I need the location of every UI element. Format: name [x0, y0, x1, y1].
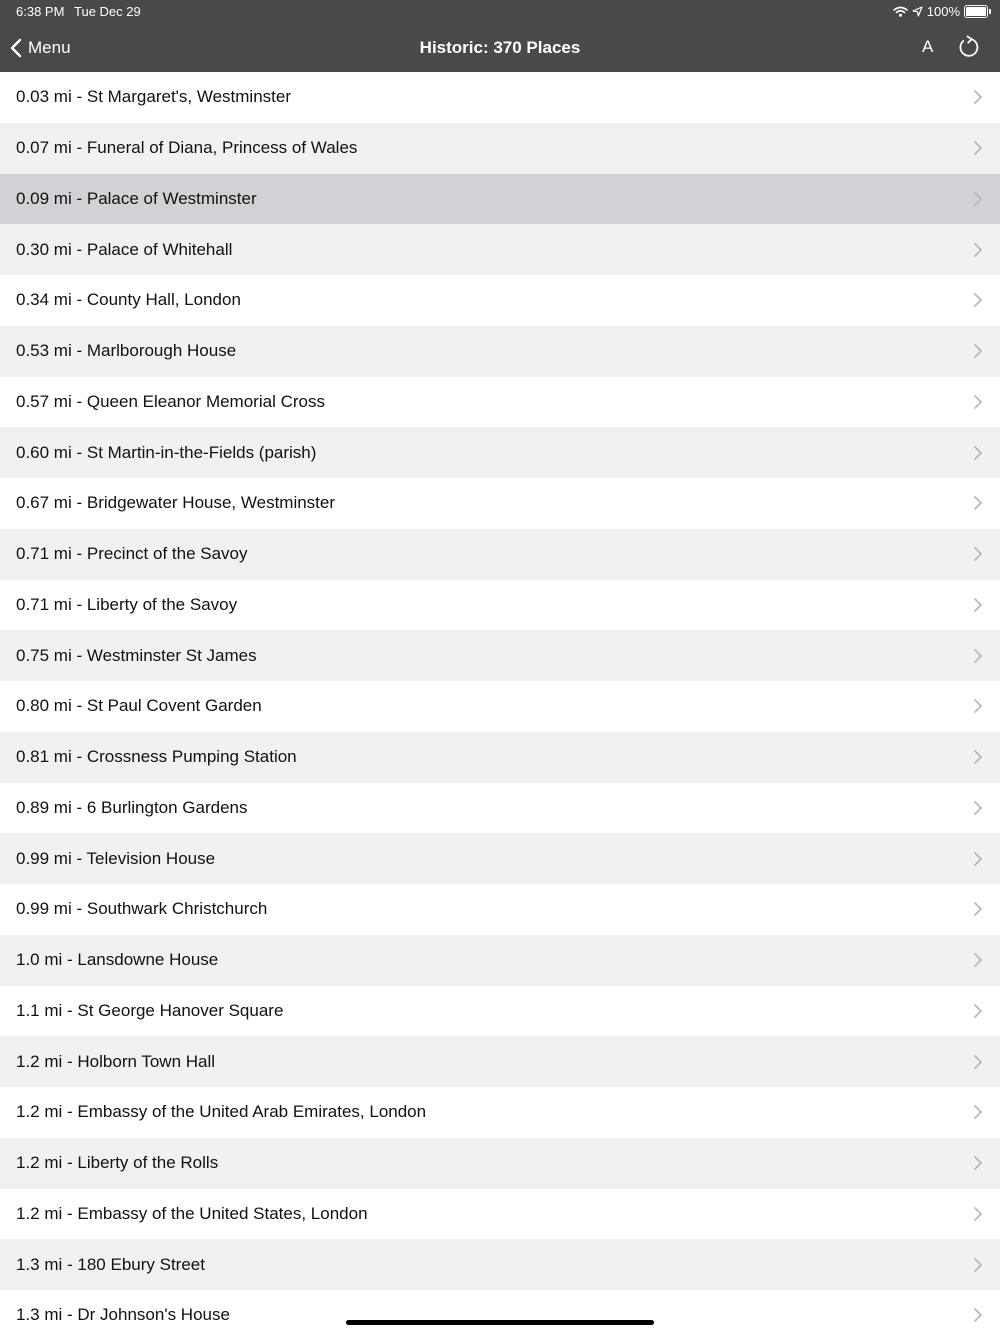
list-item[interactable]	[0, 123, 1000, 174]
list-item[interactable]	[0, 580, 1000, 631]
chevron-right-icon	[972, 1257, 984, 1273]
chevron-right-icon	[972, 495, 984, 511]
list-item[interactable]	[0, 732, 1000, 783]
battery-icon	[964, 5, 988, 18]
list-item[interactable]	[0, 630, 1000, 681]
chevron-right-icon	[972, 952, 984, 968]
list-item[interactable]	[0, 275, 1000, 326]
page-title: Historic: 370 Places	[419, 38, 581, 57]
list-item-label: 0.89 mi - 6 Burlington Gardens	[16, 797, 248, 817]
list-item[interactable]	[0, 72, 1000, 123]
list-item-label: 0.57 mi - Queen Eleanor Memorial Cross	[16, 391, 325, 411]
chevron-right-icon	[972, 1003, 984, 1019]
list-item[interactable]	[0, 1087, 1000, 1138]
list-item[interactable]	[0, 1138, 1000, 1189]
list-item[interactable]	[0, 1036, 1000, 1087]
list-item[interactable]	[0, 326, 1000, 377]
location-arrow-icon	[912, 6, 923, 17]
chevron-right-icon	[972, 597, 984, 613]
list-item[interactable]	[0, 1239, 1000, 1290]
chevron-right-icon	[972, 191, 984, 207]
list-item-label: 1.2 mi - Embassy of the United States, London	[16, 1203, 368, 1223]
list-item-label: 0.81 mi - Crossness Pumping Station	[16, 747, 297, 767]
list-item[interactable]	[0, 833, 1000, 884]
battery-percentage: 100%	[926, 4, 960, 19]
list-item[interactable]	[0, 783, 1000, 834]
home-indicator[interactable]	[346, 1320, 654, 1325]
chevron-right-icon	[972, 1155, 984, 1171]
chevron-right-icon	[972, 242, 984, 258]
chevron-right-icon	[972, 546, 984, 562]
status-date: Tue Dec 29	[74, 4, 141, 19]
chevron-right-icon	[972, 343, 984, 359]
chevron-right-icon	[972, 89, 984, 105]
list-item[interactable]	[0, 681, 1000, 732]
chevron-right-icon	[972, 1206, 984, 1222]
list-item[interactable]	[0, 1290, 1000, 1341]
chevron-right-icon	[972, 292, 984, 308]
list-item[interactable]	[0, 377, 1000, 428]
list-item-label: 1.2 mi - Liberty of the Rolls	[16, 1153, 219, 1173]
list-item-label: 1.1 mi - St George Hanover Square	[16, 1000, 284, 1020]
chevron-right-icon	[972, 140, 984, 156]
list-item-label: 0.03 mi - St Margaret's, Westminster	[16, 87, 292, 107]
list-item[interactable]	[0, 174, 1000, 225]
list-item-label: 1.3 mi - Dr Johnson's House	[16, 1305, 230, 1325]
back-button-label: Menu	[28, 38, 71, 57]
list-item[interactable]	[0, 529, 1000, 580]
list-item-label: 0.75 mi - Westminster St James	[16, 645, 257, 665]
list-item[interactable]	[0, 478, 1000, 529]
list-item[interactable]	[0, 224, 1000, 275]
chevron-right-icon	[972, 445, 984, 461]
list-item-label: 0.53 mi - Marlborough House	[16, 341, 237, 361]
chevron-right-icon	[972, 1307, 984, 1323]
chevron-right-icon	[972, 698, 984, 714]
chevron-right-icon	[972, 851, 984, 867]
list-item-label: 0.99 mi - Southwark Christchurch	[16, 899, 268, 919]
places-list	[0, 72, 1000, 1341]
list-item-label: 0.99 mi - Television House	[16, 848, 216, 868]
chevron-right-icon	[972, 800, 984, 816]
list-item-label: 1.3 mi - 180 Ebury Street	[16, 1254, 205, 1274]
list-item-label: 0.34 mi - County Hall, London	[16, 290, 241, 310]
status-time: 6:38 PM	[16, 4, 65, 19]
list-item-label: 1.2 mi - Embassy of the United Arab Emirates, London	[16, 1102, 427, 1122]
list-item-label: 0.71 mi - Liberty of the Savoy	[16, 594, 238, 614]
chevron-right-icon	[972, 1104, 984, 1120]
chevron-right-icon	[972, 648, 984, 664]
list-item-label: 1.2 mi - Holborn Town Hall	[16, 1051, 216, 1071]
font-size-button[interactable]: A	[922, 37, 934, 56]
chevron-right-icon	[972, 394, 984, 410]
chevron-right-icon	[972, 1054, 984, 1070]
list-item-label: 0.67 mi - Bridgewater House, Westminster	[16, 493, 336, 513]
chevron-right-icon	[972, 901, 984, 917]
list-item[interactable]	[0, 1189, 1000, 1240]
list-item-label: 0.60 mi - St Martin-in-the-Fields (parish)	[16, 442, 317, 462]
refresh-button[interactable]	[957, 35, 981, 59]
navigation-header	[0, 0, 1000, 72]
list-item-label: 0.09 mi - Palace of Westminster	[16, 188, 257, 208]
list-item-label: 0.80 mi - St Paul Covent Garden	[16, 696, 262, 716]
list-item-label: 0.71 mi - Precinct of the Savoy	[16, 544, 248, 564]
refresh-icon	[957, 35, 981, 59]
list-item-label: 0.07 mi - Funeral of Diana, Princess of Wales	[16, 138, 358, 158]
status-indicators	[893, 4, 988, 19]
wifi-icon	[893, 6, 908, 17]
list-item[interactable]	[0, 427, 1000, 478]
list-item-label: 0.30 mi - Palace of Whitehall	[16, 239, 233, 259]
list-item[interactable]	[0, 935, 1000, 986]
list-item-label: 1.0 mi - Lansdowne House	[16, 950, 219, 970]
chevron-right-icon	[972, 749, 984, 765]
list-item[interactable]	[0, 884, 1000, 935]
list-item[interactable]	[0, 986, 1000, 1037]
